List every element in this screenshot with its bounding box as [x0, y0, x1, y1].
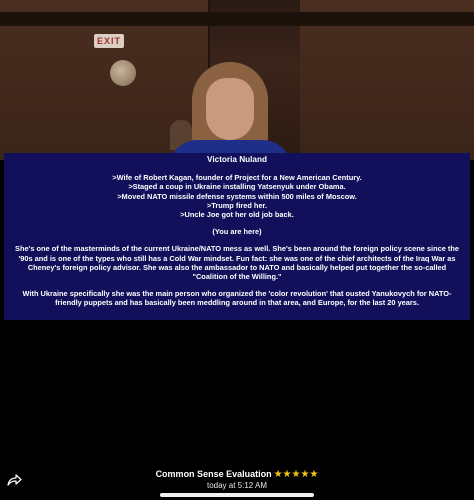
person-face	[206, 78, 254, 140]
bullet-item: >Wife of Robert Kagan, founder of Project for a New American Century.	[112, 173, 362, 183]
you-are-here-text: (You are here)	[212, 227, 262, 237]
star-rating: ★★★★★	[273, 469, 319, 480]
bullet-list	[10, 173, 464, 219]
caption-paragraph: With Ukraine specifically she was the main person who organized the 'color revolution' that ousted Yanukovych for NATO-friendly puppets and has basically been meddling around in that area, and Europe, for the last 20 years.	[22, 289, 452, 308]
caption-paragraph: She's one of the masterminds of the current Ukraine/NATO mess as well. She's been around the foreign policy scene since the '90s and is one of the types who still has a Cold War mindset. Fun fact: she was one of the chief architects of the Iraq War as Cheney's foreign policy advisor. She was also the ambassador to NATO and basically helped put together the so-called "Coalition of the Willing."	[15, 244, 459, 282]
home-indicator[interactable]	[160, 493, 314, 497]
bullet-item: >Trump fired her.	[206, 200, 268, 210]
sender-name: Common Sense Evaluation	[155, 469, 272, 479]
wall-clock	[110, 60, 136, 86]
exit-sign: EXIT	[94, 34, 124, 48]
bullet-item: >Uncle Joe got her old job back.	[180, 210, 294, 220]
sender-line[interactable]	[0, 469, 474, 480]
caption-title: Victoria Nuland	[207, 155, 267, 164]
caption-box	[4, 153, 470, 320]
photo	[0, 0, 474, 160]
timestamp: today at 5:12 AM	[206, 481, 268, 490]
wall-trim	[0, 12, 474, 26]
bullet-item: >Moved NATO missile defense systems within 500 miles of Moscow.	[117, 191, 357, 201]
bullet-item: >Staged a coup in Ukraine installing Yatsenyuk under Obama.	[128, 182, 346, 192]
